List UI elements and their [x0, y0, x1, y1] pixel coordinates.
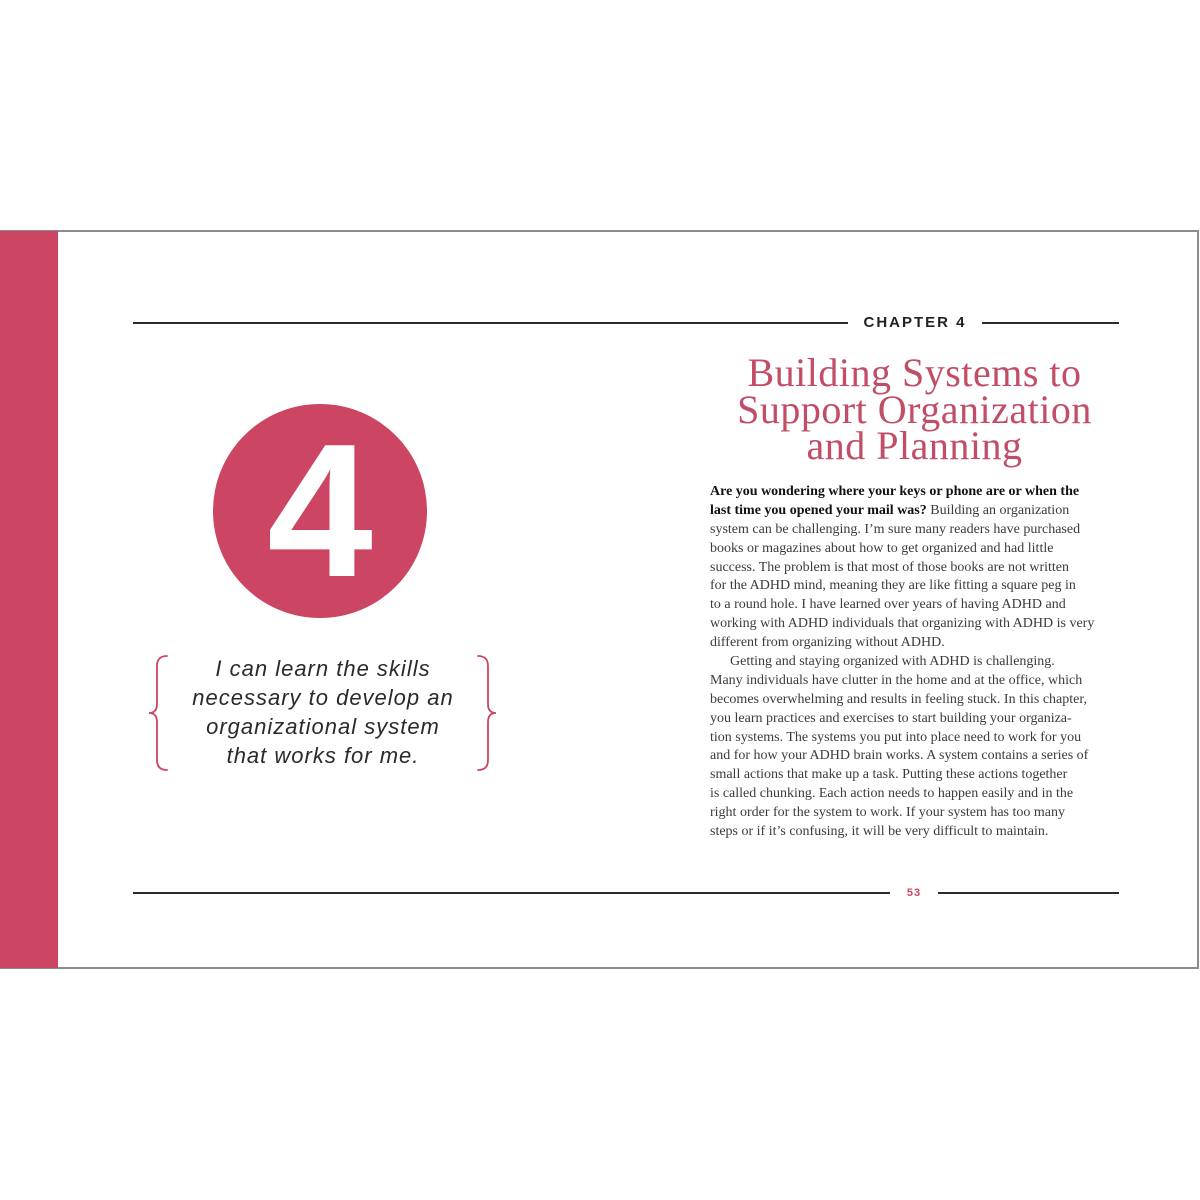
quote-line: organizational system [206, 714, 440, 739]
left-brace-icon [145, 650, 173, 776]
quote-line: necessary to develop an [192, 685, 454, 710]
chapter-title-line: Support Organization [737, 386, 1092, 432]
chapter-label: CHAPTER 4 [863, 314, 967, 331]
body-line: to a round hole. I have learned over years of having ADHD and [710, 597, 1066, 613]
body-line: tion systems. The systems you put into place need to work for you [710, 729, 1082, 745]
affirmation-quote [173, 654, 473, 770]
body-line: system can be challenging. I’m sure many readers have purchased [710, 521, 1081, 537]
body-line: small actions that make up a task. Putting these actions together [710, 767, 1068, 783]
body-line: Getting and staying organized with ADHD is challenging. [730, 654, 1055, 670]
chapter-number: 4 [267, 405, 373, 617]
header-rule-left [133, 322, 848, 324]
body-line: books or magazines about how to get organized and had little [710, 540, 1054, 556]
quote-line: I can learn the skills [215, 656, 431, 681]
body-line: different from organizing without ADHD. [710, 635, 945, 651]
body-line: right order for the system to work. If your system has too many [710, 805, 1065, 821]
body-line [710, 502, 1120, 521]
body-line: working with ADHD individuals that organizing with ADHD is very [710, 616, 1095, 632]
chapter-title [710, 350, 1119, 468]
chapter-title-line: Building Systems to [747, 350, 1082, 395]
body-line: becomes overwhelming and results in feeling stuck. In this chapter, [710, 691, 1087, 707]
body-line: Many individuals have clutter in the home and at the office, which [710, 672, 1083, 688]
body-line [710, 483, 1120, 502]
chapter-title-line: and Planning [806, 423, 1023, 468]
chapter-number-badge [213, 404, 427, 618]
lead-sentence: Are you wondering where your keys or phone are or when the [710, 484, 1080, 499]
body-line: and for how your ADHD brain works. A system contains a series of [710, 748, 1089, 764]
body-text [710, 483, 1120, 842]
accent-bar [0, 231, 58, 968]
body-line: steps or if it’s confusing, it will be very difficult to maintain. [710, 824, 1049, 840]
body-line: success. The problem is that most of those books are not written [710, 559, 1070, 575]
body-line: for the ADHD mind, meaning they are like fitting a square peg in [710, 578, 1076, 594]
body-line: is called chunking. Each action needs to happen easily and in the [710, 786, 1074, 802]
footer-rule-right [938, 892, 1119, 894]
lead-sentence: last time you opened your mail was? [710, 502, 927, 518]
header-rule-right [982, 322, 1119, 324]
quote-line: that works for me. [226, 743, 420, 768]
body-line: you learn practices and exercises to start building your organiza- [710, 710, 1072, 726]
page-number: 53 [906, 887, 922, 899]
footer-rule-left [133, 892, 890, 894]
right-brace-icon [472, 650, 500, 776]
body-text-run: Building an organization [930, 502, 1070, 518]
